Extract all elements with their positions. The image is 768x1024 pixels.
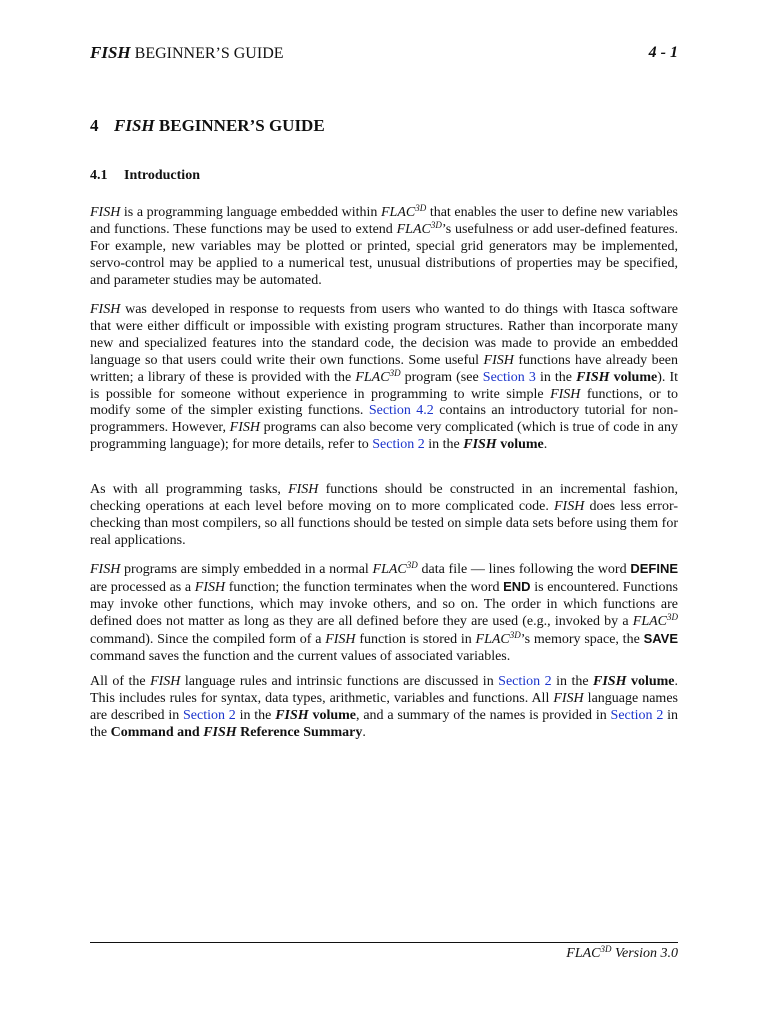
term-fish: FISH <box>288 482 319 497</box>
term-flac: FLAC <box>475 631 510 647</box>
superscript-3d: 3D <box>406 560 418 570</box>
text-run: functions should be constructed in an incremental fashion, checking operations at each level before moving on to more complicated code. <box>90 482 678 514</box>
link-section-2[interactable]: Section 2 <box>372 437 425 453</box>
text-run: command). Since the compiled form of a <box>90 631 326 647</box>
text-run: are processed as a <box>90 579 195 595</box>
text-run: language names are described in <box>90 690 678 723</box>
paragraph-2 <box>90 302 678 454</box>
text-run: programs can also become very complicated (which is true of code in any programming language); for more details, refer to <box>90 420 678 453</box>
section-title: Introduction <box>124 168 200 183</box>
text-run: ). It is possible for someone without experience in programming to write simple <box>90 369 679 402</box>
term-fish: FISH <box>550 386 581 402</box>
paragraph-3 <box>90 482 678 550</box>
superscript-3d: 3D <box>509 629 521 640</box>
text-run: was developed in response to requests from users who wanted to do things with Itasca software that were either difficult or impossible with existing program structures. Rather than incorporate many new and specialized features into the standard code, the decision was made to provide an embedded language so that users could write their own functions. Some useful <box>90 302 678 368</box>
term-command-and: Command and <box>110 724 200 740</box>
superscript-3d: 3D <box>389 367 401 378</box>
text-run: in the <box>551 674 594 689</box>
term-fish-bold: FISH <box>463 437 497 453</box>
page-number: 4 - 1 <box>648 44 678 61</box>
term-flac: FLAC <box>372 562 407 577</box>
superscript-3d: 3D <box>415 203 427 213</box>
text-run: . This includes rules for syntax, data types, arithmetic, variables and functions. All <box>90 674 679 706</box>
text-run: . <box>543 437 548 453</box>
term-fish: FISH <box>554 498 585 514</box>
paragraph-1 <box>90 205 678 290</box>
text-run: ’s memory space, the <box>520 631 644 647</box>
term-fish-bold: FISH <box>275 707 309 723</box>
term-fish-bold: FISH <box>593 674 627 689</box>
term-fish-bold: FISH <box>576 369 610 385</box>
text-run: in the <box>535 369 577 385</box>
term-fish: FISH <box>90 302 121 317</box>
paragraph-4 <box>90 561 678 665</box>
footer-version: Version 3.0 <box>611 946 678 961</box>
term-fish: FISH <box>194 579 226 595</box>
link-section-2[interactable]: Section 2 <box>498 674 552 689</box>
text-run: programs are simply embedded in a normal <box>120 562 373 577</box>
link-section-4-2[interactable]: Section 4.2 <box>368 403 434 419</box>
term-flac: FLAC <box>355 369 390 385</box>
link-section-2[interactable]: Section 2 <box>610 707 664 723</box>
possessive: ’s <box>441 221 452 237</box>
text-run: does less error-checking than most compilers, so all functions should be tested on simple data sets before using them for real applications. <box>90 498 678 548</box>
term-flac: FLAC <box>632 613 667 629</box>
chapter-title <box>90 114 325 138</box>
term-volume: volume <box>630 674 675 689</box>
term-volume: volume <box>500 437 544 453</box>
link-section-2[interactable]: Section 2 <box>183 707 236 723</box>
term-fish: FISH <box>483 352 514 368</box>
term-fish-bold: FISH <box>203 724 237 740</box>
superscript-3d: 3D <box>667 611 678 622</box>
text-run: . <box>362 724 366 740</box>
link-section-3[interactable]: Section 3 <box>482 369 536 385</box>
text-run: contains an introductory tutorial for non-programmers. However, <box>90 403 678 436</box>
footer-superscript-3d: 3D <box>600 944 612 954</box>
text-run: functions have already been written; a library of these is provided with the <box>90 352 678 385</box>
running-footer <box>566 944 678 964</box>
text-run: As with all programming tasks, <box>90 482 289 497</box>
term-reference-summary: Reference Summary <box>240 724 363 740</box>
running-header-title <box>90 40 284 67</box>
term-fish: FISH <box>229 420 260 436</box>
term-fish: FISH <box>553 690 584 706</box>
term-flac: FLAC <box>381 205 416 220</box>
text-run: command saves the function and the current values of associated variables. <box>90 648 511 664</box>
text-run: program (see <box>400 369 483 385</box>
running-header-text: BEGINNER’S GUIDE <box>134 45 284 62</box>
footer-rule <box>90 942 678 943</box>
term-volume: volume <box>312 707 357 723</box>
chapter-title-text: BEGINNER’S GUIDE <box>158 116 325 135</box>
text-run: in the <box>424 437 464 453</box>
text-run: function; the function terminates when the word <box>225 579 504 595</box>
text-run: data file — lines following the word <box>417 562 631 577</box>
running-header-fish: FISH <box>90 43 131 62</box>
footer-flac: FLAC <box>566 946 601 961</box>
text-run: in the <box>90 707 679 740</box>
paragraph-5 <box>90 674 678 742</box>
text-run: that enables the user to define new variables and functions. These functions may be used to extend <box>90 205 679 237</box>
text-run: in the <box>235 707 276 723</box>
command-end: END <box>503 578 531 594</box>
command-define: DEFINE <box>630 561 678 576</box>
term-fish: FISH <box>90 205 121 220</box>
term-fish: FISH <box>325 631 356 647</box>
term-fish: FISH <box>150 674 181 689</box>
text-run: functions, or to modify some of the simpler existing functions. <box>90 386 678 419</box>
running-header <box>90 40 678 66</box>
text-run: is encountered. Functions may invoke other functions, which may invoke others, and so on. The order in which functions are defined does not matter as long as they are all defined before they are used (e.g., invoked by a <box>90 579 678 629</box>
term-flac: FLAC <box>396 221 431 237</box>
section-heading <box>90 166 200 186</box>
text-run: is a programming language embedded within <box>120 205 381 220</box>
term-fish: FISH <box>90 562 121 577</box>
chapter-number: 4 <box>90 116 99 135</box>
superscript-3d: 3D <box>430 219 442 230</box>
text-run: All of the <box>90 674 151 689</box>
text-run: function is stored in <box>355 631 476 647</box>
section-number: 4.1 <box>90 168 108 183</box>
command-save: SAVE <box>643 630 678 646</box>
text-run: usefulness or add user-defined features. For example, new variables may be plotted or printed, special grid generators may be implemented, servo-control may be applied to a numerical test, unusual distributions of properties may be specified, and parameter studies may be automated. <box>90 221 678 288</box>
text-run: language rules and intrinsic functions are discussed in <box>180 674 499 689</box>
chapter-fish: FISH <box>114 116 155 135</box>
text-run: , and a summary of the names is provided in <box>356 707 611 723</box>
term-volume: volume <box>613 369 658 385</box>
